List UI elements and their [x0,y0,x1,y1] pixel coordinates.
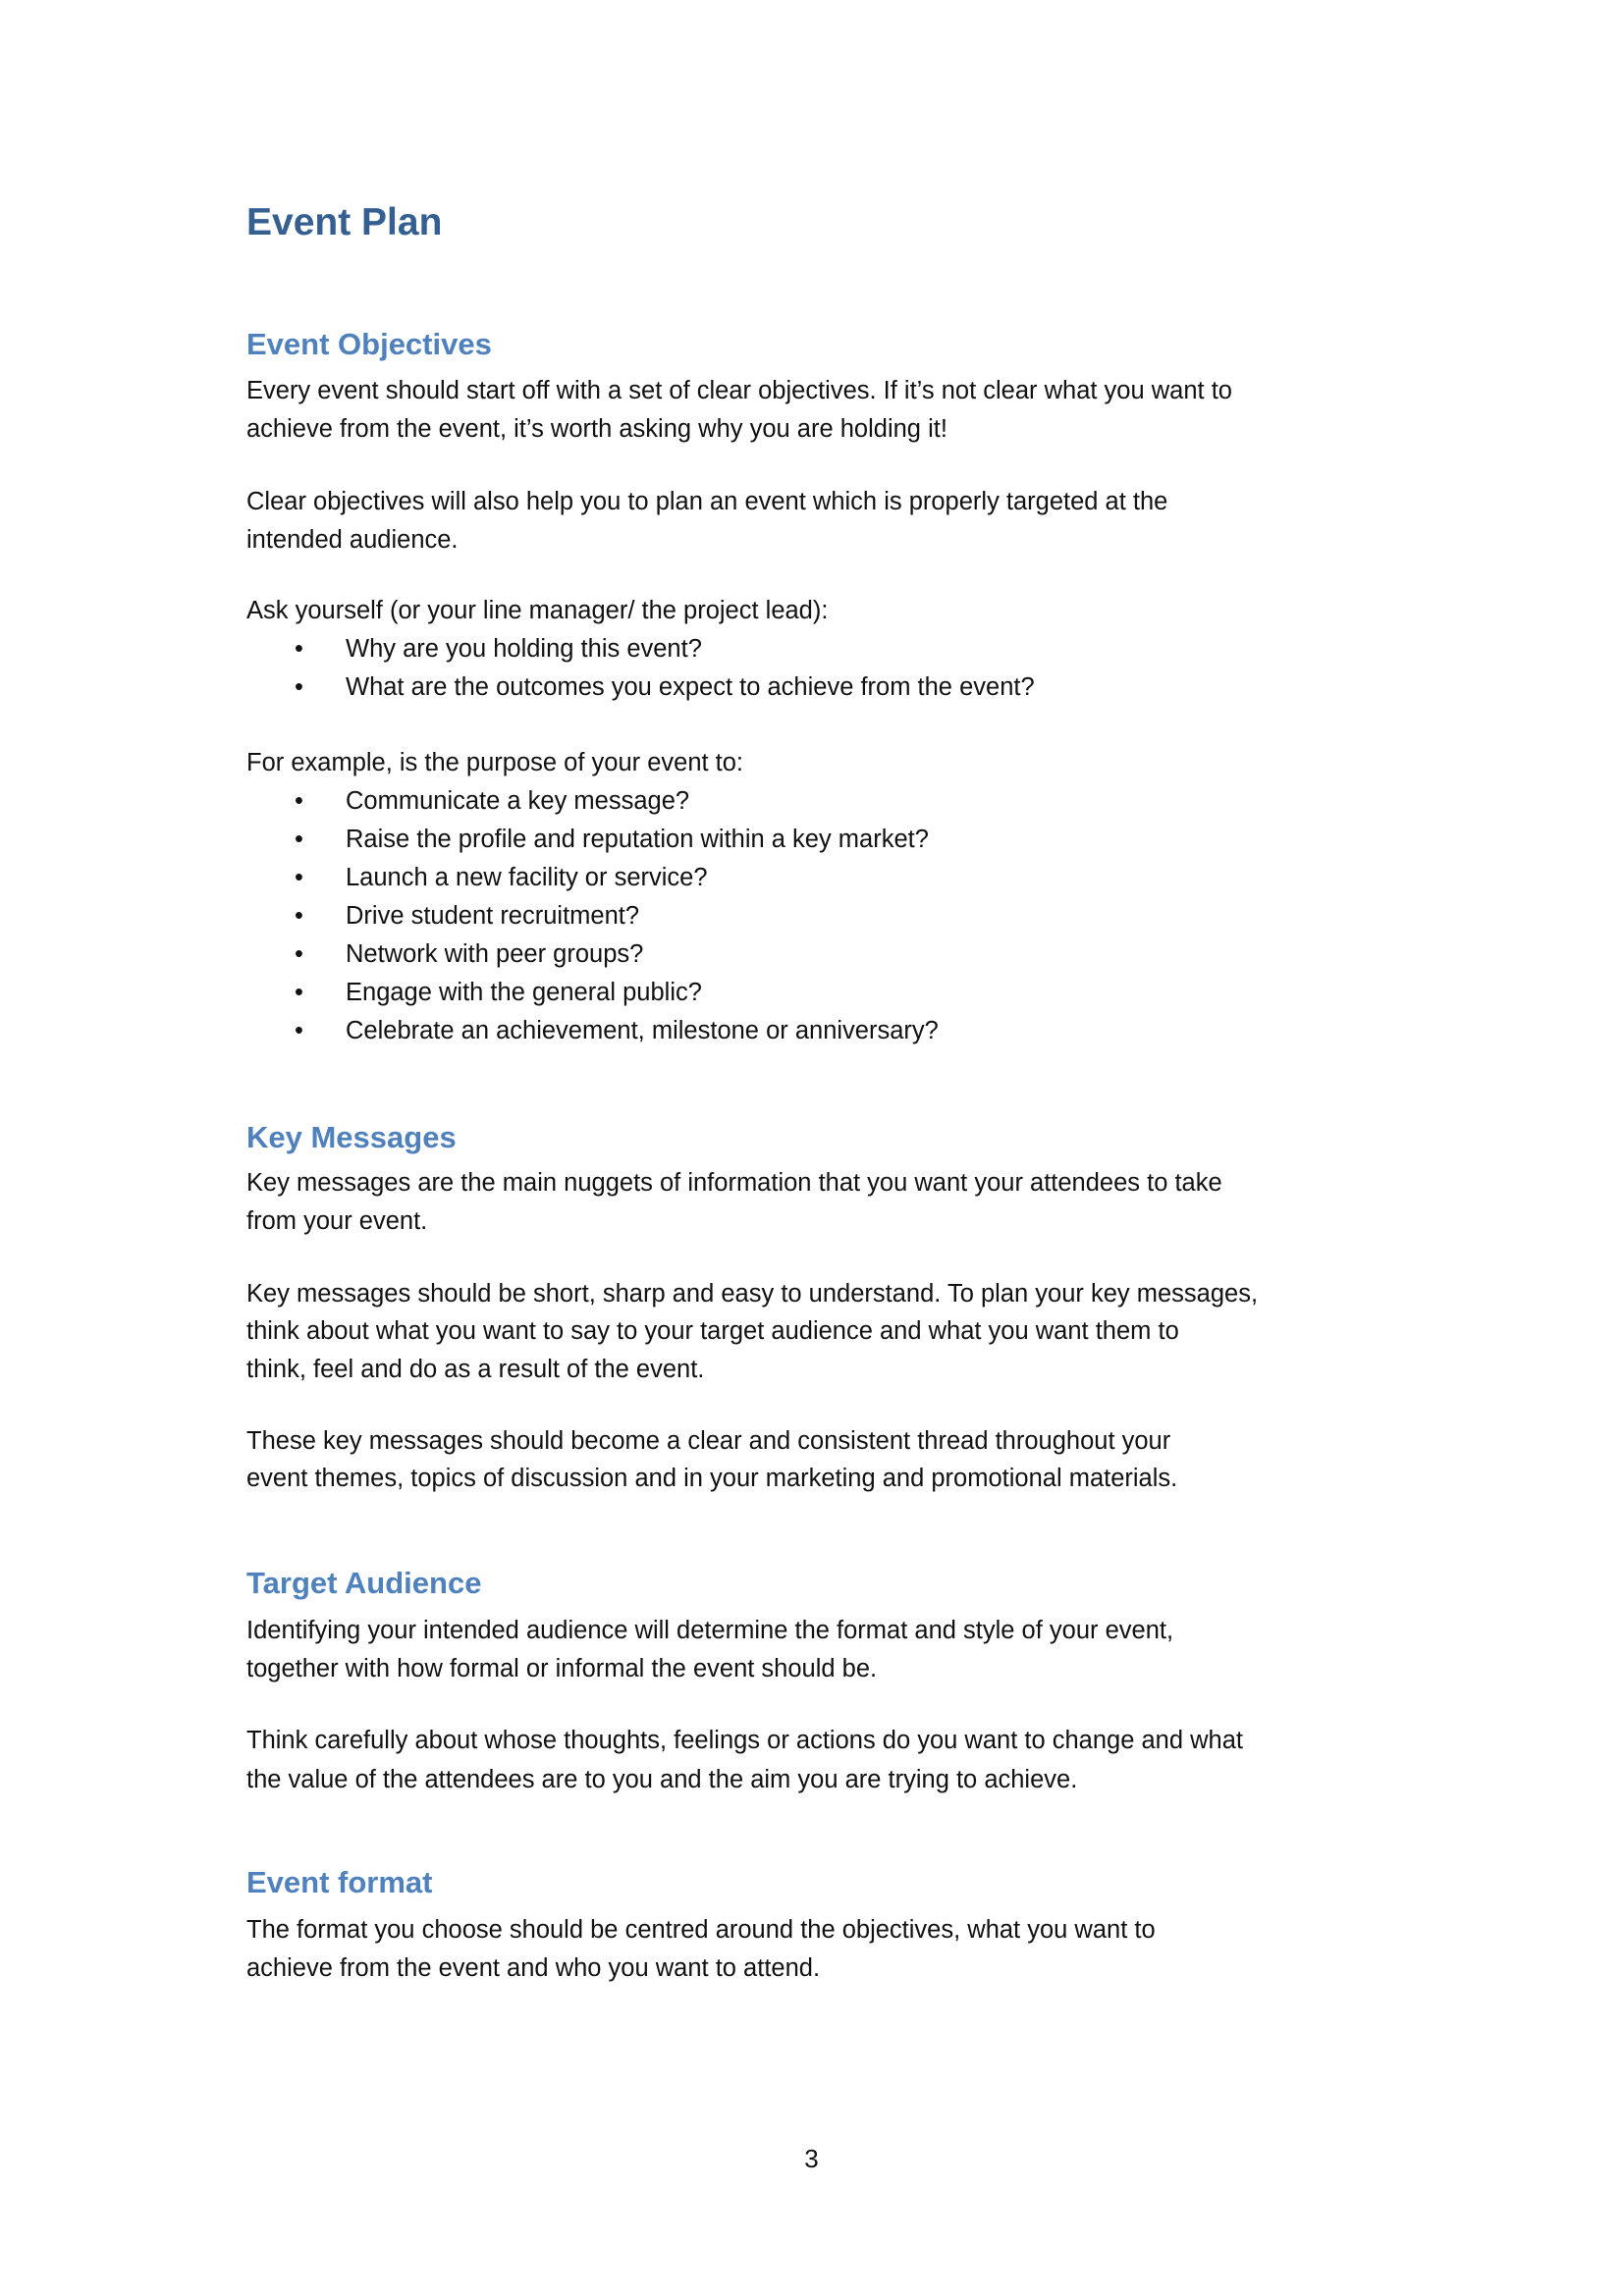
bullet-icon: • [295,902,303,930]
paragraph-line: achieve from the event and who you want to attend. [246,1954,821,1982]
bullet-icon: • [295,635,303,663]
example-intro: For example, is the purpose of your event to: [246,749,744,776]
bullet-icon: • [295,940,303,968]
ask-intro: Ask yourself (or your line manager/ the project lead): [246,597,829,624]
list-item: Network with peer groups? [346,940,644,968]
list-item: Launch a new facility or service? [346,864,708,891]
bullet-icon: • [295,1017,303,1044]
paragraph-line: the value of the attendees are to you and the aim you are trying to achieve. [246,1766,1078,1793]
bullet-icon: • [295,787,303,815]
section-heading-event-objectives: Event Objectives [246,327,492,361]
bullet-icon: • [295,864,303,891]
paragraph-line: Think carefully about whose thoughts, feelings or actions do you want to change and what [246,1727,1243,1754]
paragraph-line: Key messages are the main nuggets of information that you want your attendees to take [246,1169,1222,1197]
paragraph-line: event themes, topics of discussion and in your marketing and promotional materials. [246,1465,1178,1492]
bullet-icon: • [295,673,303,701]
bullet-icon: • [295,979,303,1006]
list-item: Communicate a key message? [346,787,690,815]
bullet-icon: • [295,826,303,853]
list-item: Drive student recruitment? [346,902,640,930]
paragraph-line: Clear objectives will also help you to plan an event which is properly targeted at the [246,488,1168,515]
paragraph-line: from your event. [246,1207,428,1235]
list-item: Celebrate an achievement, milestone or anniversary? [346,1017,939,1044]
list-item: Raise the profile and reputation within a key market? [346,826,929,853]
section-heading-target-audience: Target Audience [246,1566,482,1600]
list-item: Why are you holding this event? [346,635,702,663]
paragraph-line: together with how formal or informal the event should be. [246,1655,878,1682]
paragraph-line: Every event should start off with a set of clear objectives. If it’s not clear what you want to [246,377,1232,404]
paragraph-line: These key messages should become a clear and consistent thread throughout your [246,1427,1171,1455]
paragraph-line: think about what you want to say to your target audience and what you want them to [246,1317,1179,1345]
paragraph-line: The format you choose should be centred around the objectives, what you want to [246,1916,1156,1944]
page-number: 3 [804,2144,819,2173]
paragraph-line: Identifying your intended audience will determine the format and style of your event, [246,1617,1174,1644]
section-heading-key-messages: Key Messages [246,1120,457,1154]
list-item: What are the outcomes you expect to achieve from the event? [346,673,1035,701]
paragraph-line: intended audience. [246,526,459,554]
section-heading-event-format: Event format [246,1865,433,1899]
page-title: Event Plan [246,201,443,243]
paragraph-line: Key messages should be short, sharp and easy to understand. To plan your key messages, [246,1280,1259,1308]
list-item: Engage with the general public? [346,979,702,1006]
paragraph-line: think, feel and do as a result of the event. [246,1356,705,1383]
paragraph-line: achieve from the event, it’s worth asking why you are holding it! [246,415,947,443]
